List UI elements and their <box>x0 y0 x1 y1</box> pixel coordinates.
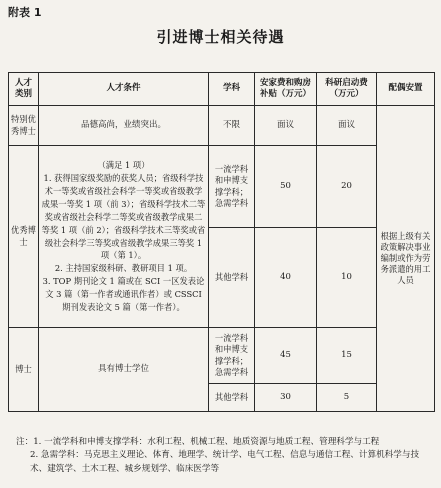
housing-doctor-1: 45 <box>255 328 317 384</box>
header-housing: 安家费和购房补贴（万元） <box>255 73 317 106</box>
conditions-excellent-intro: （满足 1 项） <box>97 160 150 171</box>
housing-excellent-1: 50 <box>255 146 317 228</box>
appendix-label: 附表 1 <box>8 6 42 19</box>
table-row-doctor-1 <box>9 328 435 384</box>
conditions-special: 品德高尚，业绩突出。 <box>39 106 209 146</box>
category-excellent: 优秀博士 <box>9 146 39 328</box>
discipline-doctor-2: 其他学科 <box>209 384 255 412</box>
header-category: 人才类别 <box>9 73 39 106</box>
table-row-special <box>9 106 435 146</box>
header-research: 科研启动费（万元） <box>317 73 377 106</box>
conditions-excellent-item-3: 3. TOP 期刊论文 1 篇或在 SCI 一区发表论文 3 篇（第一作者或通讯作者）或 CSSCI 期刊发表论文 5 篇（第一作者）。 <box>42 276 205 312</box>
conditions-excellent <box>39 146 209 328</box>
category-special: 特别优秀博士 <box>9 106 39 146</box>
benefits-table <box>8 72 435 412</box>
discipline-special: 不限 <box>209 106 255 146</box>
note-1: 注：1. 一流学科和申博支撑学科：水利工程、机械工程、地质资源与地质工程、管理科学与工程 <box>16 437 380 447</box>
research-excellent-2: 10 <box>317 228 377 328</box>
housing-excellent-2: 40 <box>255 228 317 328</box>
table-row-excellent-1 <box>9 146 435 228</box>
conditions-excellent-item-1: 1. 获得国家级奖励的获奖人员；省级科学技术一等奖或省级社会科学一等奖或省级教学成果一等奖 1 项（前 3）；省级科学技术二等奖或省级社会科学二等奖或省级教学成果二等奖 1 项（前 2）；省级科学技术三等奖或省级社会科学三等奖或省级教学成果三等奖 1 项（第 1）。 <box>41 173 206 261</box>
note-2: 2. 急需学科：马克思主义理论、体育、地理学、统计学、电气工程、信息与通信工程、计算机科学与技术、建筑学、土木工程、城乡规划学、临床医学等 <box>30 450 420 474</box>
conditions-doctor: 具有博士学位 <box>39 328 209 412</box>
header-placement: 配偶安置 <box>377 73 435 106</box>
research-special: 面议 <box>317 106 377 146</box>
housing-doctor-2: 30 <box>255 384 317 412</box>
research-doctor-1: 15 <box>317 328 377 384</box>
research-excellent-1: 20 <box>317 146 377 228</box>
discipline-excellent-2: 其他学科 <box>209 228 255 328</box>
conditions-excellent-item-2: 2. 主持国家级科研、教研项目 1 项。 <box>54 263 193 274</box>
research-doctor-2: 5 <box>317 384 377 412</box>
header-conditions: 人才条件 <box>39 73 209 106</box>
spouse-placement: 根据上级有关政策解决事业编制或作为劳务派遣的用工人员 <box>377 106 435 412</box>
header-discipline: 学科 <box>209 73 255 106</box>
discipline-excellent-1: 一流学科和申博支撑学科；急需学科 <box>209 146 255 228</box>
discipline-doctor-1: 一流学科和申博支撑学科；急需学科 <box>209 328 255 384</box>
page-title: 引进博士相关待遇 <box>156 28 285 46</box>
category-doctor: 博士 <box>9 328 39 412</box>
table-notes <box>16 436 436 476</box>
table-header-row <box>9 73 435 106</box>
housing-special: 面议 <box>255 106 317 146</box>
